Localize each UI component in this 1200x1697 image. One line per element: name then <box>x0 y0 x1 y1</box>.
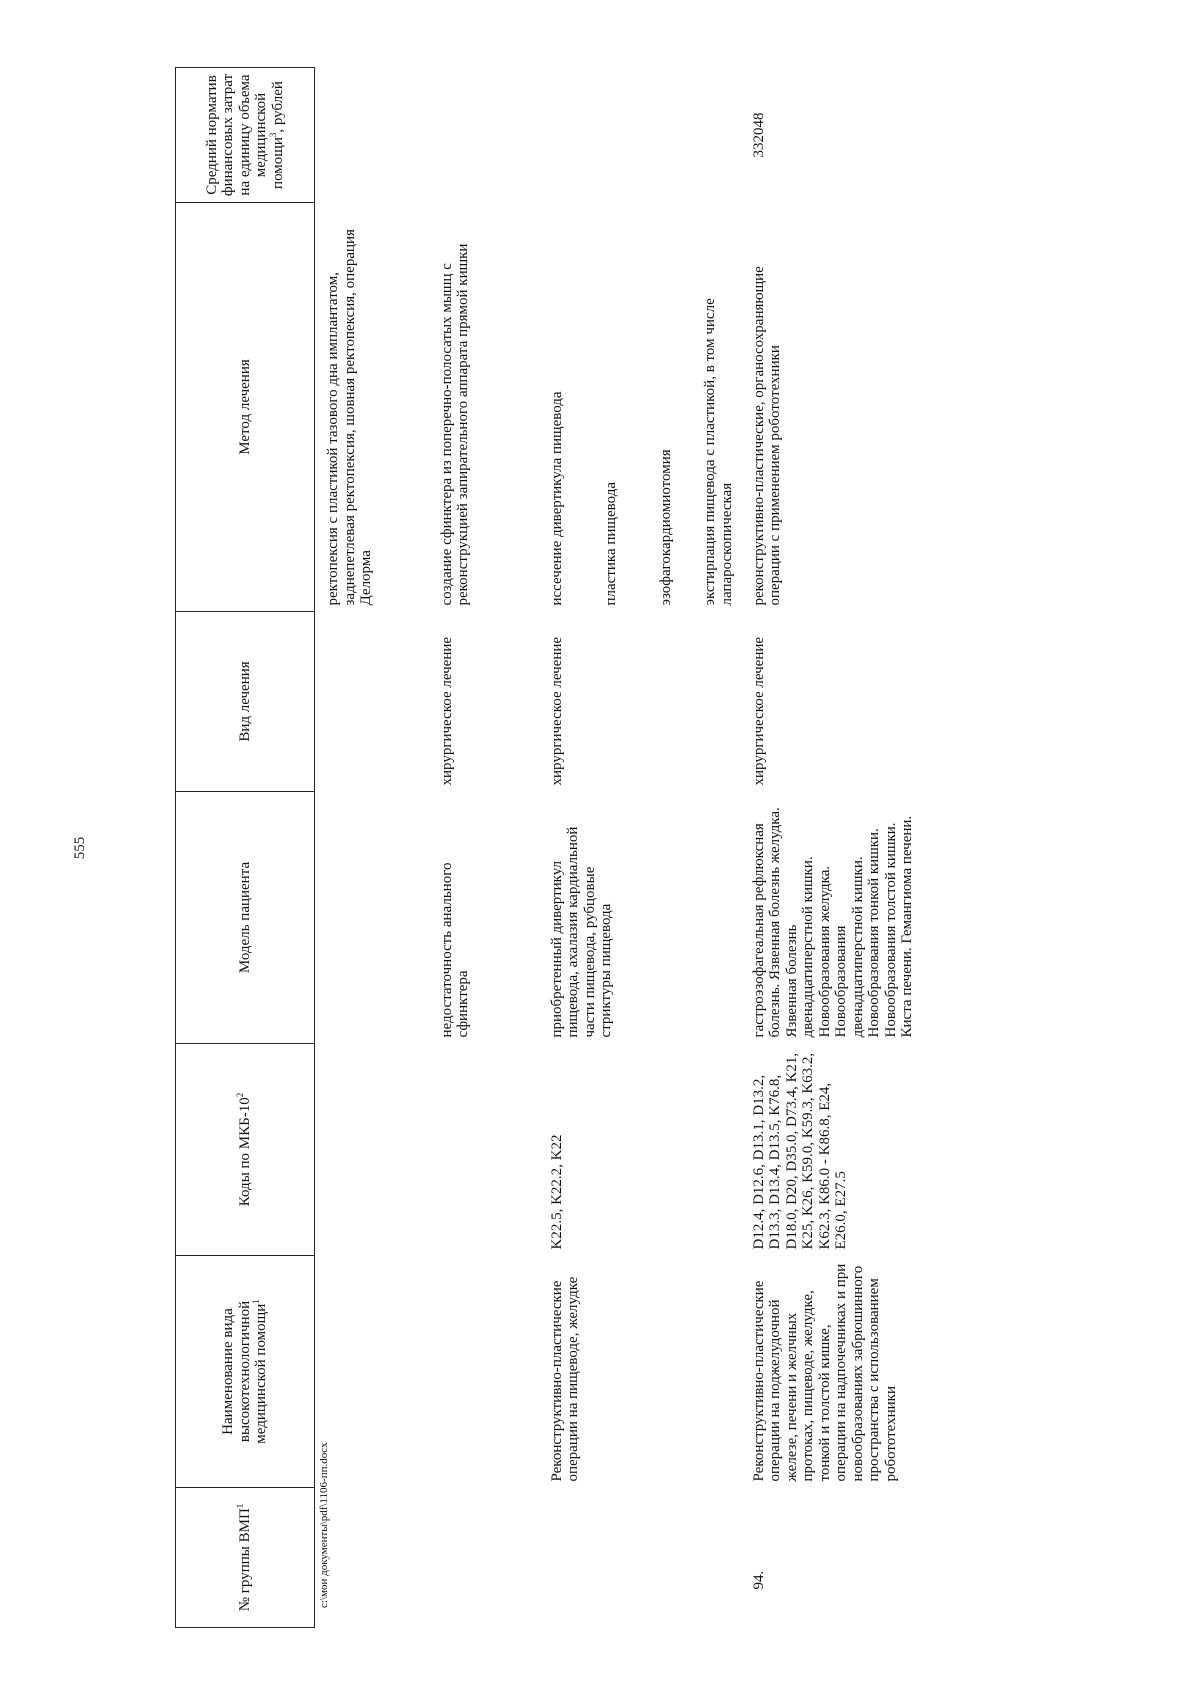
cell-model: гастроэзофагеальная рефлюксная болезнь. Язвенная болезнь желудка. Язвенная болезнь двенадцатиперстной кишки. Новообразования желудка. Новообразования двенадцатиперстной кишки. Новообразования тонкой кишки. Новообразования толстой кишки. Киста печени. Гемангиома печени. <box>750 807 915 1038</box>
method-item: ректопексия с пластикой тазового дна имплантатом, заднепетлевая ректопексия, шовная ректопексия, операция Делорма <box>325 229 374 606</box>
cell-cost <box>427 68 545 203</box>
cell-method <box>427 203 545 612</box>
vmp-table <box>175 67 1037 1628</box>
method-item: пластика пищевода <box>603 482 619 606</box>
method-item: эзофагокардиомиотомия <box>657 449 674 606</box>
cell-no <box>545 1488 737 1628</box>
method-item: иссечение дивертикула пищевода <box>548 391 565 606</box>
cell-method <box>315 203 427 612</box>
cell-treatment <box>315 612 427 792</box>
table-row <box>315 68 427 1628</box>
cell-method <box>737 203 1037 612</box>
cell-model <box>315 792 427 1044</box>
header-group-no: № группы ВМП$^1$ <box>176 1488 315 1628</box>
cell-method <box>545 203 737 612</box>
cell-codes: D12.4, D12.6, D13.1, D13.2, D13.3, D13.4, D13.5, K76.8, D18.0, D20, D35.0, D73.4, K21, K25, K26, K59.0, K59.3, K63.2, K62.3, K86.0 - K86.8, E24, E26.0, E27.5 <box>750 1052 849 1250</box>
method-item: создание сфинктера из поперечно-полосатых мышц с реконструкцией запирательного аппарата прямой кишки <box>438 243 471 606</box>
cell-codes <box>427 1044 545 1256</box>
method-item: реконструктивно-пластические, органосохраняющие операции с применением робототехники <box>750 266 783 606</box>
cell-cost: 332048 <box>750 112 767 158</box>
header-name: Наименование вида высокотехнологичной медицинской помощи$^1$ <box>176 1256 315 1488</box>
rotated-table-container <box>175 68 1200 1628</box>
cell-model: приобретенный дивертикул пищевода, ахалазия кардиальной части пищевода, рубцовые стриктуры пищевода <box>548 826 614 1038</box>
cell-name <box>315 1256 427 1488</box>
cell-no <box>427 1488 545 1628</box>
cell-cost <box>315 68 427 203</box>
cell-name: Реконструктивно-пластические операции на пищеводе, желудке <box>548 1276 581 1482</box>
cell-name: Реконструктивно-пластические операции на поджелудочной железе, печени и желчных протоках, пищеводе, желудке, тонкой и толстой кишке, операции на надпочечниках и при новообразованиях забрюшинного пространства с использованием робототехники <box>750 1263 899 1482</box>
page-number: 555 <box>72 836 88 860</box>
cell-cost <box>545 68 737 203</box>
table-row <box>427 68 545 1628</box>
table-row <box>545 68 737 1628</box>
cell-treatment: хирургическое лечение <box>750 636 767 786</box>
header-method: Метод лечения <box>176 203 315 612</box>
method-item: экстирпация пищевода с пластикой, в том числе лапароскопическая <box>702 298 735 606</box>
table-header-row <box>176 68 315 1628</box>
cell-codes <box>315 1044 427 1256</box>
cell-treatment: хирургическое лечение <box>548 636 565 786</box>
table-row <box>737 68 1037 1628</box>
cell-treatment: хирургическое лечение <box>438 636 455 786</box>
cell-model: недостаточность анального сфинктера <box>438 862 471 1038</box>
cell-name <box>427 1256 545 1488</box>
header-model: Модель пациента <box>176 792 315 1044</box>
header-treatment: Вид лечения <box>176 612 315 792</box>
footer-file-path: c:\мои документы\pdf\1106-пп.docx <box>318 1442 330 1608</box>
header-cost: Средний норматив финансовых затрат на единицу объема медицинской помощи$^3$, рублей <box>176 68 315 203</box>
cell-no: 94. <box>750 1570 767 1590</box>
cell-codes: K22.5, K22.2, K22 <box>548 1134 565 1250</box>
header-codes: Коды по МКБ-$10^2$ <box>176 1044 315 1256</box>
